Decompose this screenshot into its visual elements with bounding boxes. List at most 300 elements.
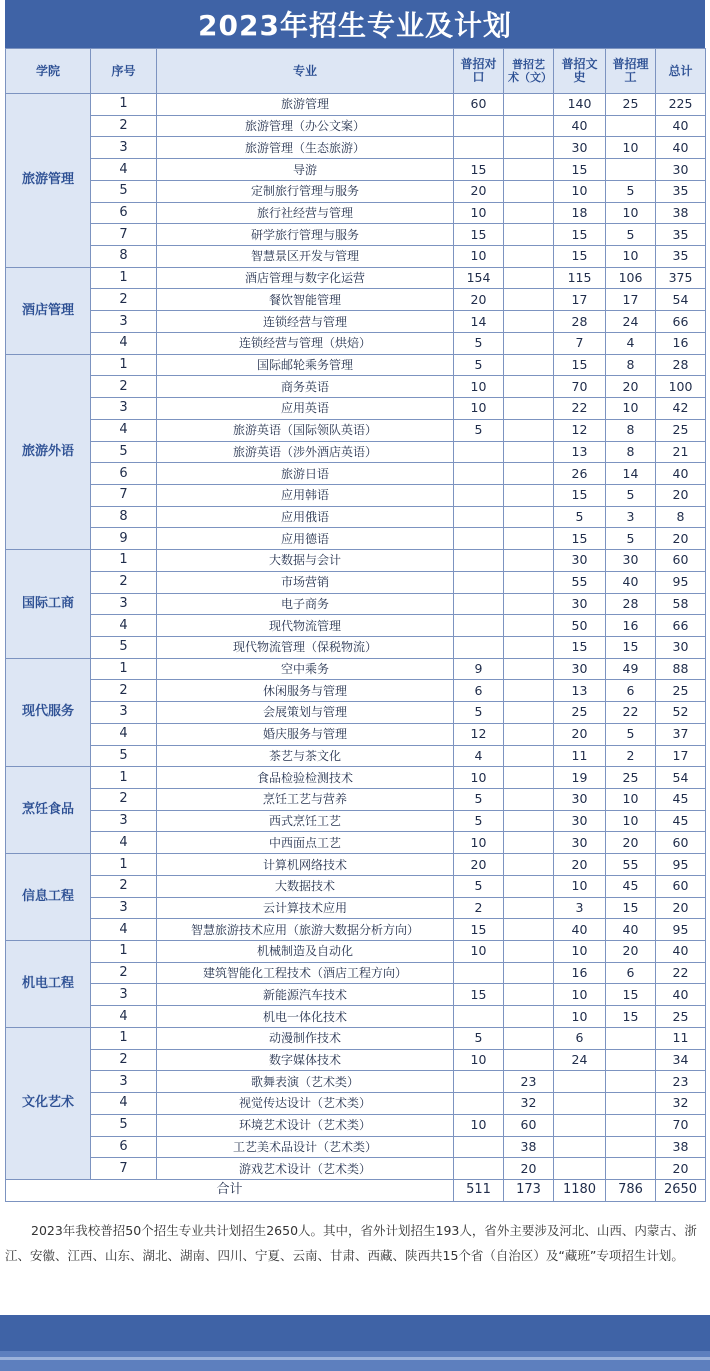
total-cell: 225 <box>656 94 706 116</box>
pz-lg-cell: 17 <box>606 289 656 311</box>
pz-dk-cell <box>454 1071 504 1093</box>
table-row <box>6 419 706 441</box>
major-cell: 烹饪工艺与营养 <box>157 789 454 811</box>
pz-dk-cell: 10 <box>454 398 504 420</box>
pz-dk-cell: 10 <box>454 376 504 398</box>
college-cell: 现代服务 <box>6 658 91 767</box>
table-row <box>6 919 706 941</box>
pz-dk-cell: 12 <box>454 723 504 745</box>
major-cell: 建筑智能化工程技术（酒店工程方向） <box>157 962 454 984</box>
major-cell: 智慧景区开发与管理 <box>157 246 454 268</box>
pz-lg-cell: 16 <box>606 615 656 637</box>
pz-dk-cell <box>454 615 504 637</box>
pz-ys-cell <box>504 941 554 963</box>
pz-lg-cell: 40 <box>606 571 656 593</box>
table-row <box>6 615 706 637</box>
total-pz-dk: 511 <box>454 1179 504 1201</box>
pz-dk-cell: 14 <box>454 311 504 333</box>
table-row <box>6 354 706 376</box>
pz-ys-cell <box>504 875 554 897</box>
pz-lg-cell: 10 <box>606 789 656 811</box>
pz-lg-cell: 15 <box>606 1006 656 1028</box>
pz-lg-cell: 20 <box>606 376 656 398</box>
pz-ys-cell <box>504 267 554 289</box>
total-cell: 25 <box>656 680 706 702</box>
pz-dk-cell <box>454 484 504 506</box>
pz-dk-cell: 10 <box>454 1114 504 1136</box>
total-cell: 34 <box>656 1049 706 1071</box>
total-cell: 42 <box>656 398 706 420</box>
table-row <box>6 658 706 680</box>
pz-ws-cell <box>554 1093 606 1115</box>
pz-ys-cell <box>504 506 554 528</box>
total-cell: 45 <box>656 810 706 832</box>
total-cell: 20 <box>656 484 706 506</box>
pz-lg-cell: 6 <box>606 962 656 984</box>
seq-cell: 5 <box>91 745 157 767</box>
major-cell: 工艺美术品设计（艺术类） <box>157 1136 454 1158</box>
pz-lg-cell: 25 <box>606 94 656 116</box>
major-cell: 商务英语 <box>157 376 454 398</box>
pz-lg-cell: 10 <box>606 810 656 832</box>
pz-lg-cell: 8 <box>606 419 656 441</box>
pz-dk-cell: 20 <box>454 854 504 876</box>
pz-dk-cell <box>454 1136 504 1158</box>
pz-ys-cell: 20 <box>504 1158 554 1180</box>
pz-ws-cell: 5 <box>554 506 606 528</box>
pz-ws-cell: 26 <box>554 463 606 485</box>
major-cell: 西式烹饪工艺 <box>157 810 454 832</box>
seq-cell: 5 <box>91 441 157 463</box>
pz-ys-cell <box>504 702 554 724</box>
pz-ws-cell <box>554 1158 606 1180</box>
total-cell: 40 <box>656 137 706 159</box>
major-cell: 连锁经营与管理（烘焙） <box>157 332 454 354</box>
seq-cell: 9 <box>91 528 157 550</box>
pz-dk-cell <box>454 962 504 984</box>
total-cell: 30 <box>656 159 706 181</box>
seq-cell: 2 <box>91 680 157 702</box>
major-cell: 电子商务 <box>157 593 454 615</box>
pz-ws-cell: 30 <box>554 810 606 832</box>
table-row <box>6 376 706 398</box>
total-cell: 58 <box>656 593 706 615</box>
major-cell: 大数据与会计 <box>157 550 454 572</box>
major-cell: 动漫制作技术 <box>157 1027 454 1049</box>
pz-ys-cell <box>504 658 554 680</box>
table-row <box>6 810 706 832</box>
seq-cell: 8 <box>91 246 157 268</box>
table-row <box>6 1071 706 1093</box>
table-row <box>6 1049 706 1071</box>
table-body <box>6 94 706 1202</box>
pz-ys-cell <box>504 463 554 485</box>
total-cell: 45 <box>656 789 706 811</box>
pz-lg-cell: 24 <box>606 311 656 333</box>
total-cell: 35 <box>656 180 706 202</box>
pz-ys-cell <box>504 832 554 854</box>
table-row <box>6 441 706 463</box>
pz-ys-cell <box>504 1006 554 1028</box>
major-cell: 导游 <box>157 159 454 181</box>
pz-ys-cell: 60 <box>504 1114 554 1136</box>
table-row <box>6 636 706 658</box>
total-cell: 54 <box>656 767 706 789</box>
totals-row <box>6 1179 706 1201</box>
pz-lg-cell: 10 <box>606 137 656 159</box>
major-cell: 计算机网络技术 <box>157 854 454 876</box>
seq-cell: 3 <box>91 897 157 919</box>
table-row <box>6 897 706 919</box>
major-cell: 现代物流管理（保税物流） <box>157 636 454 658</box>
pz-ys-cell: 23 <box>504 1071 554 1093</box>
pz-dk-cell: 5 <box>454 789 504 811</box>
pz-dk-cell: 5 <box>454 1027 504 1049</box>
pz-dk-cell: 5 <box>454 332 504 354</box>
major-cell: 研学旅行管理与服务 <box>157 224 454 246</box>
pz-ws-cell: 6 <box>554 1027 606 1049</box>
pz-dk-cell: 20 <box>454 180 504 202</box>
footer-band-lower <box>0 1351 710 1371</box>
major-cell: 市场营销 <box>157 571 454 593</box>
table-row <box>6 1136 706 1158</box>
enrollment-note: 2023年我校普招50个招生专业共计划招生2650人。其中，省外计划招生193人，省外主要涉及河北、山西、内蒙古、浙江、安徽、江西、山东、湖北、湖南、四川、宁夏、云南、甘肃、西藏、陕西共15个省（自治区）及“藏班”专项招生计划。 <box>5 1223 697 1263</box>
pz-lg-cell <box>606 1114 656 1136</box>
seq-cell: 2 <box>91 115 157 137</box>
major-cell: 机械制造及自动化 <box>157 941 454 963</box>
table-row <box>6 506 706 528</box>
pz-dk-cell: 15 <box>454 224 504 246</box>
pz-ys-cell <box>504 484 554 506</box>
seq-cell: 4 <box>91 723 157 745</box>
table-row <box>6 528 706 550</box>
total-cell: 40 <box>656 463 706 485</box>
header-total: 总计 <box>656 49 706 94</box>
pz-lg-cell: 8 <box>606 354 656 376</box>
pz-ys-cell <box>504 897 554 919</box>
total-pz-ys: 173 <box>504 1179 554 1201</box>
total-cell: 38 <box>656 202 706 224</box>
pz-ys-cell <box>504 1049 554 1071</box>
major-cell: 智慧旅游技术应用（旅游大数据分析方向） <box>157 919 454 941</box>
pz-ys-cell <box>504 224 554 246</box>
college-cell: 酒店管理 <box>6 267 91 354</box>
total-cell: 35 <box>656 224 706 246</box>
pz-ys-cell: 38 <box>504 1136 554 1158</box>
pz-ys-cell <box>504 376 554 398</box>
pz-dk-cell <box>454 441 504 463</box>
seq-cell: 1 <box>91 550 157 572</box>
pz-ys-cell <box>504 528 554 550</box>
major-cell: 游戏艺术设计（艺术类） <box>157 1158 454 1180</box>
total-cell: 54 <box>656 289 706 311</box>
pz-dk-cell: 20 <box>454 289 504 311</box>
pz-lg-cell: 8 <box>606 441 656 463</box>
seq-cell: 1 <box>91 267 157 289</box>
table-row <box>6 159 706 181</box>
pz-lg-cell: 55 <box>606 854 656 876</box>
pz-dk-cell: 6 <box>454 680 504 702</box>
grand-total: 2650 <box>656 1179 706 1201</box>
major-cell: 歌舞表演（艺术类） <box>157 1071 454 1093</box>
pz-lg-cell: 49 <box>606 658 656 680</box>
pz-ws-cell: 17 <box>554 289 606 311</box>
seq-cell: 2 <box>91 289 157 311</box>
pz-ys-cell <box>504 246 554 268</box>
pz-ws-cell: 10 <box>554 984 606 1006</box>
table-row <box>6 1006 706 1028</box>
major-cell: 国际邮轮乘务管理 <box>157 354 454 376</box>
total-cell: 100 <box>656 376 706 398</box>
pz-lg-cell: 106 <box>606 267 656 289</box>
pz-ws-cell <box>554 1071 606 1093</box>
pz-lg-cell: 10 <box>606 398 656 420</box>
table-row <box>6 484 706 506</box>
pz-ys-cell <box>504 571 554 593</box>
college-cell: 烹饪食品 <box>6 767 91 854</box>
pz-lg-cell: 40 <box>606 919 656 941</box>
seq-cell: 3 <box>91 810 157 832</box>
major-cell: 新能源汽车技术 <box>157 984 454 1006</box>
seq-cell: 6 <box>91 202 157 224</box>
seq-cell: 2 <box>91 571 157 593</box>
pz-lg-cell: 2 <box>606 745 656 767</box>
total-cell: 52 <box>656 702 706 724</box>
seq-cell: 4 <box>91 159 157 181</box>
pz-lg-cell <box>606 1136 656 1158</box>
total-cell: 40 <box>656 115 706 137</box>
pz-lg-cell: 15 <box>606 984 656 1006</box>
pz-dk-cell: 9 <box>454 658 504 680</box>
seq-cell: 7 <box>91 224 157 246</box>
seq-cell: 4 <box>91 419 157 441</box>
table-row <box>6 289 706 311</box>
pz-ys-cell <box>504 398 554 420</box>
major-cell: 应用英语 <box>157 398 454 420</box>
seq-cell: 4 <box>91 919 157 941</box>
major-cell: 大数据技术 <box>157 875 454 897</box>
pz-lg-cell: 15 <box>606 897 656 919</box>
total-pz-ws: 1180 <box>554 1179 606 1201</box>
pz-ws-cell: 15 <box>554 484 606 506</box>
pz-dk-cell: 5 <box>454 810 504 832</box>
pz-ws-cell: 16 <box>554 962 606 984</box>
college-cell: 国际工商 <box>6 550 91 659</box>
pz-lg-cell: 14 <box>606 463 656 485</box>
pz-dk-cell <box>454 593 504 615</box>
header-major: 专业 <box>157 49 454 94</box>
pz-lg-cell: 30 <box>606 550 656 572</box>
pz-lg-cell: 22 <box>606 702 656 724</box>
total-cell: 375 <box>656 267 706 289</box>
table-row <box>6 202 706 224</box>
major-cell: 休闲服务与管理 <box>157 680 454 702</box>
pz-ws-cell: 40 <box>554 115 606 137</box>
pz-dk-cell: 5 <box>454 702 504 724</box>
header-pz-ws: 普招文史 <box>554 49 606 94</box>
total-cell: 25 <box>656 1006 706 1028</box>
seq-cell: 3 <box>91 984 157 1006</box>
table-row <box>6 702 706 724</box>
pz-dk-cell: 5 <box>454 354 504 376</box>
pz-ws-cell: 30 <box>554 789 606 811</box>
seq-cell: 1 <box>91 94 157 116</box>
pz-dk-cell: 10 <box>454 1049 504 1071</box>
pz-ys-cell <box>504 354 554 376</box>
pz-ys-cell <box>504 137 554 159</box>
header-pz-ys: 普招艺术（文） <box>504 49 554 94</box>
table-row <box>6 1158 706 1180</box>
table-row <box>6 593 706 615</box>
pz-ws-cell: 30 <box>554 658 606 680</box>
pz-dk-cell <box>454 1093 504 1115</box>
major-cell: 旅游管理（办公文案） <box>157 115 454 137</box>
pz-ws-cell: 24 <box>554 1049 606 1071</box>
table-row <box>6 398 706 420</box>
pz-ys-cell <box>504 94 554 116</box>
seq-cell: 6 <box>91 463 157 485</box>
pz-dk-cell: 10 <box>454 767 504 789</box>
pz-ys-cell <box>504 636 554 658</box>
major-cell: 数字媒体技术 <box>157 1049 454 1071</box>
total-cell: 17 <box>656 745 706 767</box>
pz-ws-cell: 15 <box>554 159 606 181</box>
major-cell: 茶艺与茶文化 <box>157 745 454 767</box>
pz-dk-cell: 10 <box>454 941 504 963</box>
table-row <box>6 962 706 984</box>
table-row <box>6 745 706 767</box>
pz-lg-cell <box>606 1158 656 1180</box>
table-row <box>6 1027 706 1049</box>
total-cell: 30 <box>656 636 706 658</box>
seq-cell: 1 <box>91 354 157 376</box>
pz-lg-cell <box>606 1049 656 1071</box>
pz-dk-cell: 5 <box>454 419 504 441</box>
seq-cell: 5 <box>91 1114 157 1136</box>
seq-cell: 2 <box>91 376 157 398</box>
pz-dk-cell <box>454 506 504 528</box>
major-cell: 环境艺术设计（艺术类） <box>157 1114 454 1136</box>
pz-ws-cell: 15 <box>554 636 606 658</box>
total-cell: 60 <box>656 875 706 897</box>
pz-ys-cell <box>504 202 554 224</box>
table-row <box>6 1114 706 1136</box>
seq-cell: 1 <box>91 1027 157 1049</box>
table-row <box>6 311 706 333</box>
major-cell: 应用韩语 <box>157 484 454 506</box>
major-cell: 食品检验检测技术 <box>157 767 454 789</box>
seq-cell: 2 <box>91 962 157 984</box>
pz-ys-cell <box>504 854 554 876</box>
table-row <box>6 571 706 593</box>
pz-dk-cell: 15 <box>454 984 504 1006</box>
pz-ws-cell <box>554 1114 606 1136</box>
pz-lg-cell: 5 <box>606 484 656 506</box>
pz-ws-cell: 40 <box>554 919 606 941</box>
seq-cell: 7 <box>91 484 157 506</box>
pz-lg-cell <box>606 1027 656 1049</box>
table-header-row <box>6 49 706 94</box>
pz-ws-cell: 115 <box>554 267 606 289</box>
pz-ws-cell: 30 <box>554 550 606 572</box>
pz-ws-cell: 55 <box>554 571 606 593</box>
pz-ws-cell: 140 <box>554 94 606 116</box>
seq-cell: 4 <box>91 615 157 637</box>
table-row <box>6 224 706 246</box>
pz-ws-cell: 30 <box>554 137 606 159</box>
pz-ys-cell <box>504 745 554 767</box>
pz-ws-cell: 20 <box>554 723 606 745</box>
pz-ys-cell <box>504 615 554 637</box>
table-row <box>6 463 706 485</box>
major-cell: 应用德语 <box>157 528 454 550</box>
table-row <box>6 180 706 202</box>
total-cell: 22 <box>656 962 706 984</box>
major-cell: 婚庆服务与管理 <box>157 723 454 745</box>
pz-ws-cell <box>554 1136 606 1158</box>
total-cell: 20 <box>656 897 706 919</box>
header-seq: 序号 <box>91 49 157 94</box>
total-cell: 66 <box>656 311 706 333</box>
pz-ys-cell <box>504 550 554 572</box>
total-cell: 8 <box>656 506 706 528</box>
pz-dk-cell <box>454 1006 504 1028</box>
pz-ws-cell: 19 <box>554 767 606 789</box>
pz-ws-cell: 3 <box>554 897 606 919</box>
pz-lg-cell: 10 <box>606 202 656 224</box>
pz-ws-cell: 7 <box>554 332 606 354</box>
college-cell: 文化艺术 <box>6 1027 91 1179</box>
table-row <box>6 767 706 789</box>
pz-lg-cell: 5 <box>606 224 656 246</box>
seq-cell: 3 <box>91 702 157 724</box>
footer-stripe <box>0 1357 710 1360</box>
table-row <box>6 267 706 289</box>
pz-ws-cell: 18 <box>554 202 606 224</box>
pz-ws-cell: 12 <box>554 419 606 441</box>
pz-ws-cell: 15 <box>554 224 606 246</box>
pz-ws-cell: 25 <box>554 702 606 724</box>
total-cell: 38 <box>656 1136 706 1158</box>
pz-lg-cell <box>606 159 656 181</box>
pz-dk-cell: 60 <box>454 94 504 116</box>
pz-dk-cell <box>454 636 504 658</box>
pz-dk-cell: 2 <box>454 897 504 919</box>
major-cell: 旅游英语（涉外酒店英语） <box>157 441 454 463</box>
seq-cell: 6 <box>91 1136 157 1158</box>
seq-cell: 3 <box>91 137 157 159</box>
total-cell: 23 <box>656 1071 706 1093</box>
total-cell: 95 <box>656 571 706 593</box>
pz-ws-cell: 11 <box>554 745 606 767</box>
pz-ys-cell <box>504 789 554 811</box>
pz-lg-cell: 45 <box>606 875 656 897</box>
pz-dk-cell: 10 <box>454 246 504 268</box>
pz-lg-cell: 20 <box>606 941 656 963</box>
total-cell: 40 <box>656 941 706 963</box>
pz-lg-cell: 15 <box>606 636 656 658</box>
enrollment-plan-table <box>5 48 706 1202</box>
major-cell: 酒店管理与数字化运营 <box>157 267 454 289</box>
table-row <box>6 1093 706 1115</box>
pz-ws-cell: 10 <box>554 180 606 202</box>
major-cell: 旅游日语 <box>157 463 454 485</box>
seq-cell: 5 <box>91 636 157 658</box>
table-row <box>6 723 706 745</box>
table-row <box>6 115 706 137</box>
pz-ws-cell: 15 <box>554 528 606 550</box>
total-cell: 88 <box>656 658 706 680</box>
